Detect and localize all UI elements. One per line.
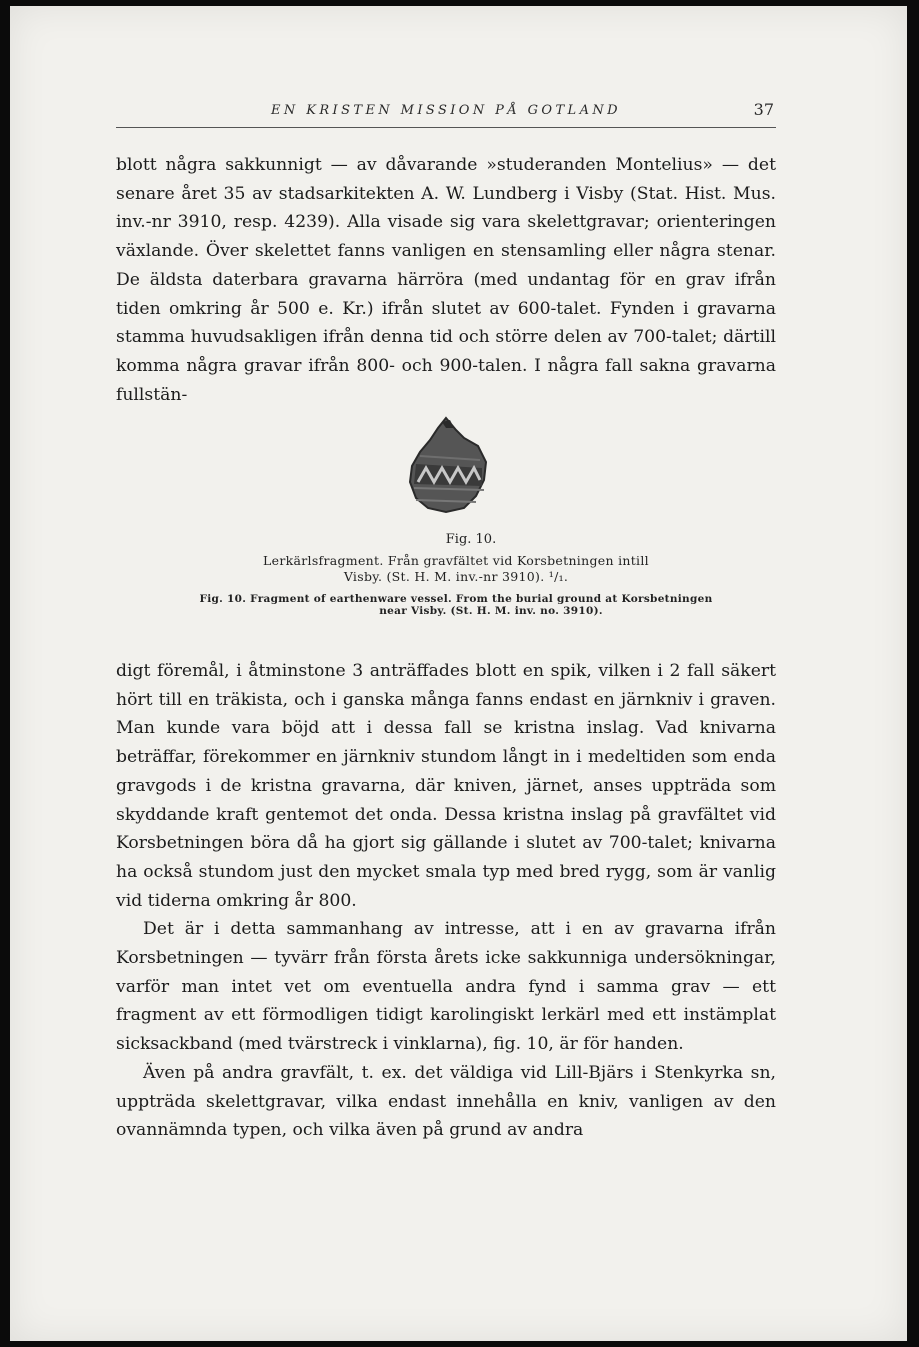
- pottery-fragment-image: [406, 416, 496, 516]
- caption-swedish-line-2: Visby. (St. H. M. inv.-nr 3910). ¹/₁.: [343, 569, 569, 584]
- paragraph: blott några sakkunnigt — av dåvarande »studeranden Montelius» — det senare året 35 av stadsarkitekten A. W. Lundberg i Visby (Stat. Hist. Mus. inv.-nr 3910, resp. 4239). Alla visade sig vara skelettgravar; orienteringen växlande. Över skelettet fanns vanligen en stensamling eller några stenar. De äldsta daterbara gravarna härröra (med undantag för en grav ifrån tiden omkring år 500 e. Kr.) ifrån slutet av 600-talet. Fynden i gravarna stamma huvudsakligen ifrån denna tid och större delen av 700-talet; därtill komma några gravar ifrån 800- och 900-talen. I några fall sakna gravarna fullstän-: [116, 155, 776, 405]
- book-page: [10, 6, 907, 1341]
- figure-caption: [116, 532, 796, 617]
- caption-swedish-line-1: Lerkärlsfragment. Från gravfältet vid Korsbetningen intill: [263, 553, 649, 568]
- running-title: EN KRISTEN MISSION PÅ GOTLAND: [271, 103, 621, 118]
- paragraph: digt föremål, i åtminstone 3 anträffades blott en spik, vilken i 2 fall säkert hört till en träkista, och i ganska många fanns endast en järnkniv i graven. Man kunde vara böjd att i dessa fall se kristna inslag. Vad knivarna beträffar, förekommer en järnkniv stundom långt in i medeltiden som enda gravgods i de kristna gravarna, där kniven, järnet, anses uppträda som skyddande kraft gentemot det onda. Dessa kristna inslag på gravfältet vid Korsbetningen böra då ha gjort sig gällande i slutet av 700-talet; knivarna ha också stundom just den mycket smala typ med bred rygg, som är vanlig vid tiderna omkring år 800.: [116, 661, 776, 911]
- caption-english-line-1: Fig. 10. Fragment of earthenware vessel. From the burial ground at Korsbetningen: [199, 593, 713, 605]
- paragraph: Även på andra gravfält, t. ex. det väldiga vid Lill-Bjärs i Stenkyrka sn, uppträda skelettgravar, vilka endast innehålla en kniv, vanligen av den ovannämnda typen, och vilka även på grund av andra: [116, 1062, 776, 1141]
- caption-english-line-2: near Visby. (St. H. M. inv. no. 3910).: [379, 605, 603, 617]
- page-header: [116, 99, 776, 128]
- paragraph: Det är i detta sammanhang av intresse, att i en av gravarna ifrån Korsbetningen — tyvärr från första årets icke sakkunniga undersökningar, varför man intet vet om eventuella andra fynd i samma grav — ett fragment av ett förmodligen tidigt karolingiskt lerkärl med ett instämplat sicksackband (med tvärstreck i vinklarna), fig. 10, är för handen.: [116, 919, 776, 1055]
- text-block-bottom: [116, 657, 776, 1145]
- text-block-top: [116, 151, 776, 409]
- page-number: 37: [753, 100, 774, 119]
- figure-label: Fig. 10.: [445, 532, 497, 547]
